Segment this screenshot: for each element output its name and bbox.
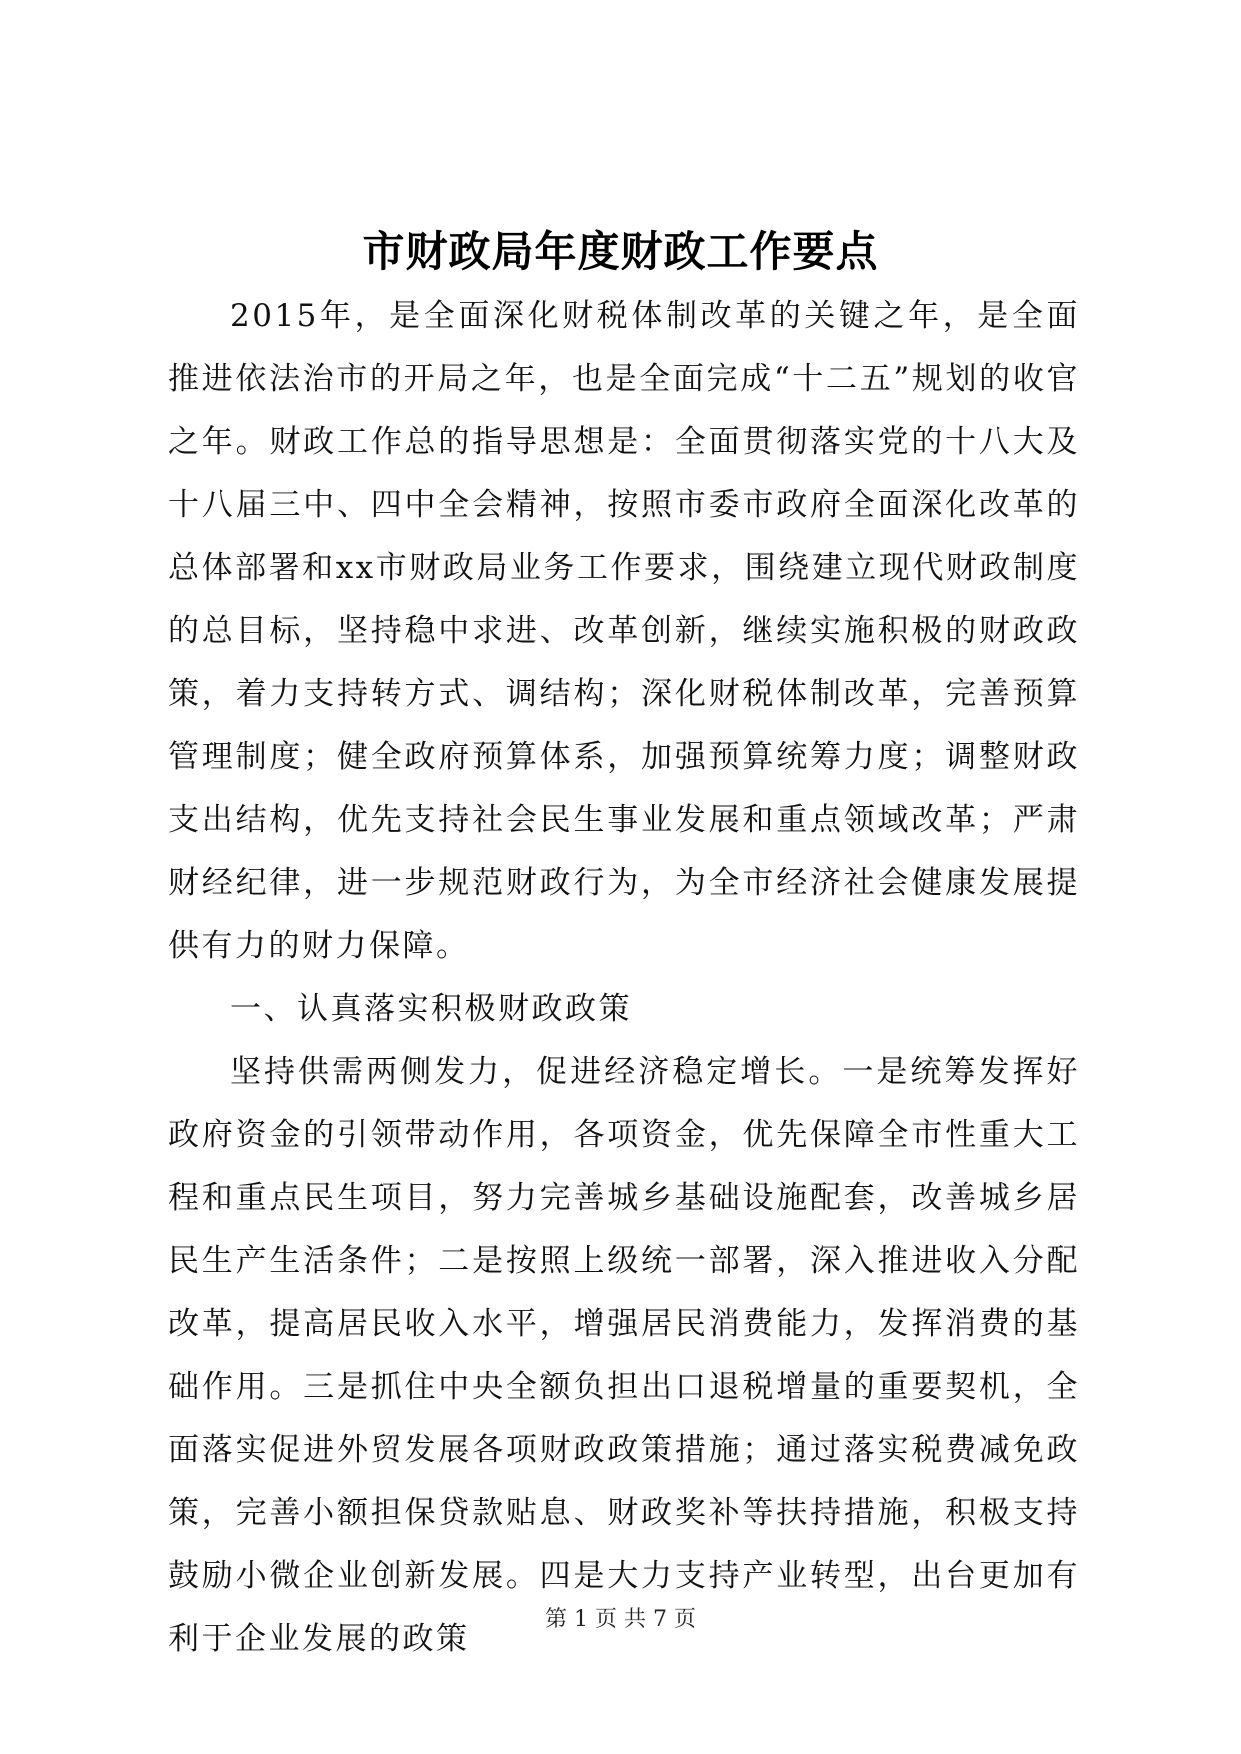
document-title: 市财政局年度财政工作要点 [362, 227, 879, 276]
document-body [168, 285, 1080, 1671]
paragraph-section-1: 坚持供需两侧发力，促进经济稳定增长。一是统筹发挥好政府资金的引领带动作用，各项资金，优先保障全市性重大工程和重点民生项目，努力完善城乡基础设施配套，改善城乡居民生产生活条件；二是按照上级统一部署，深入推进收入分配改革，提高居民收入水平，增强居民消费能力，发挥消费的基础作用。三是抓住中央全额负担出口退税增量的重要契机，全面落实促进外贸发展各项财政政策措施；通过落实税费减免政策，完善小额担保贷款贴息、财政奖补等扶持措施，积极支持鼓励小微企业创新发展。四是大力支持产业转型，出台更加有利于企业发展的政策 [168, 1054, 1080, 1657]
page-number-footer: 第 1 页 共 7 页 [545, 1607, 696, 1632]
paragraph-intro: 2015年，是全面深化财税体制改革的关键之年，是全面推进依法治市的开局之年，也是全面完成“十二五”规划的收官之年。财政工作总的指导思想是：全面贯彻落实党的十八大及十八届三中、四中全会精神，按照市委市政府全面深化改革的总体部署和xx市财政局业务工作要求，围绕建立现代财政制度的总目标，坚持稳中求进、改革创新，继续实施积极的财政政策，着力支持转方式、调结构；深化财税体制改革，完善预算管理制度；健全政府预算体系，加强预算统筹力度；调整财政支出结构，优先支持社会民生事业发展和重点领域改革；严肃财经纪律，进一步规范财政行为，为全市经济社会健康发展提供有力的财力保障。 [168, 298, 1080, 964]
section-heading-1: 一、认真落实积极财政政策 [230, 991, 632, 1027]
